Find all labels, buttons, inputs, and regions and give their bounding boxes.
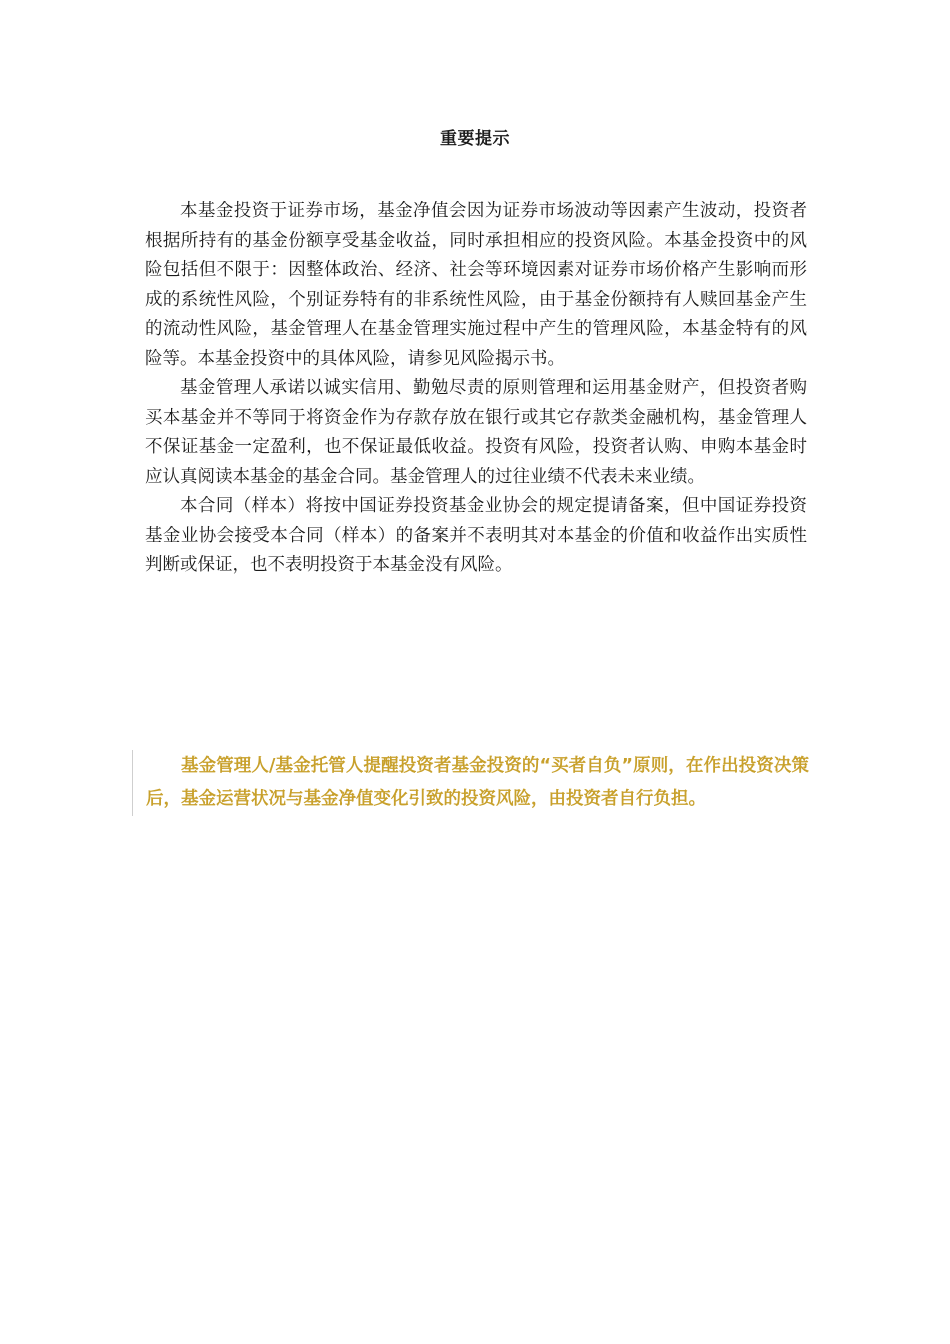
document-title: 重要提示 — [440, 129, 510, 149]
paragraph-manager-commitment: 基金管理人承诺以诚实信用、勤勉尽责的原则管理和运用基金财产，但投资者购买本基金并不等同于将资金作为存款存放在银行或其它存款类金融机构，基金管理人不保证基金一定盈利，也不保证最低收益。投资有风险，投资者认购、申购本基金时应认真阅读本基金的基金合同。基金管理人的过往业绩不代表未来业绩。 — [145, 378, 807, 487]
paragraph-filing-notice: 本合同（样本）将按中国证券投资基金业协会的规定提请备案，但中国证券投资基金业协会接受本合同（样本）的备案并不表明其对本基金的价值和收益作出实质性判断或保证，也不表明投资于本基金没有风险。 — [145, 496, 807, 575]
highlight-block — [132, 750, 809, 816]
document-body — [145, 197, 807, 581]
paragraph-market-risk: 本基金投资于证券市场，基金净值会因为证券市场波动等因素产生波动，投资者根据所持有的基金份额享受基金收益，同时承担相应的投资风险。本基金投资中的风险包括但不限于：因整体政治、经济、社会等环境因素对证券市场价格产生影响而形成的系统性风险，个别证券特有的非系统性风险，由于基金份额持有人赎回基金产生的流动性风险，基金管理人在基金管理实施过程中产生的管理风险，本基金特有的风险等。本基金投资中的具体风险，请参见风险揭示书。 — [145, 201, 807, 369]
highlight-paragraph: 基金管理人/基金托管人提醒投资者基金投资的“买者自负”原则，在作出投资决策后，基金运营状况与基金净值变化引致的投资风险，由投资者自行负担。 — [146, 756, 809, 809]
